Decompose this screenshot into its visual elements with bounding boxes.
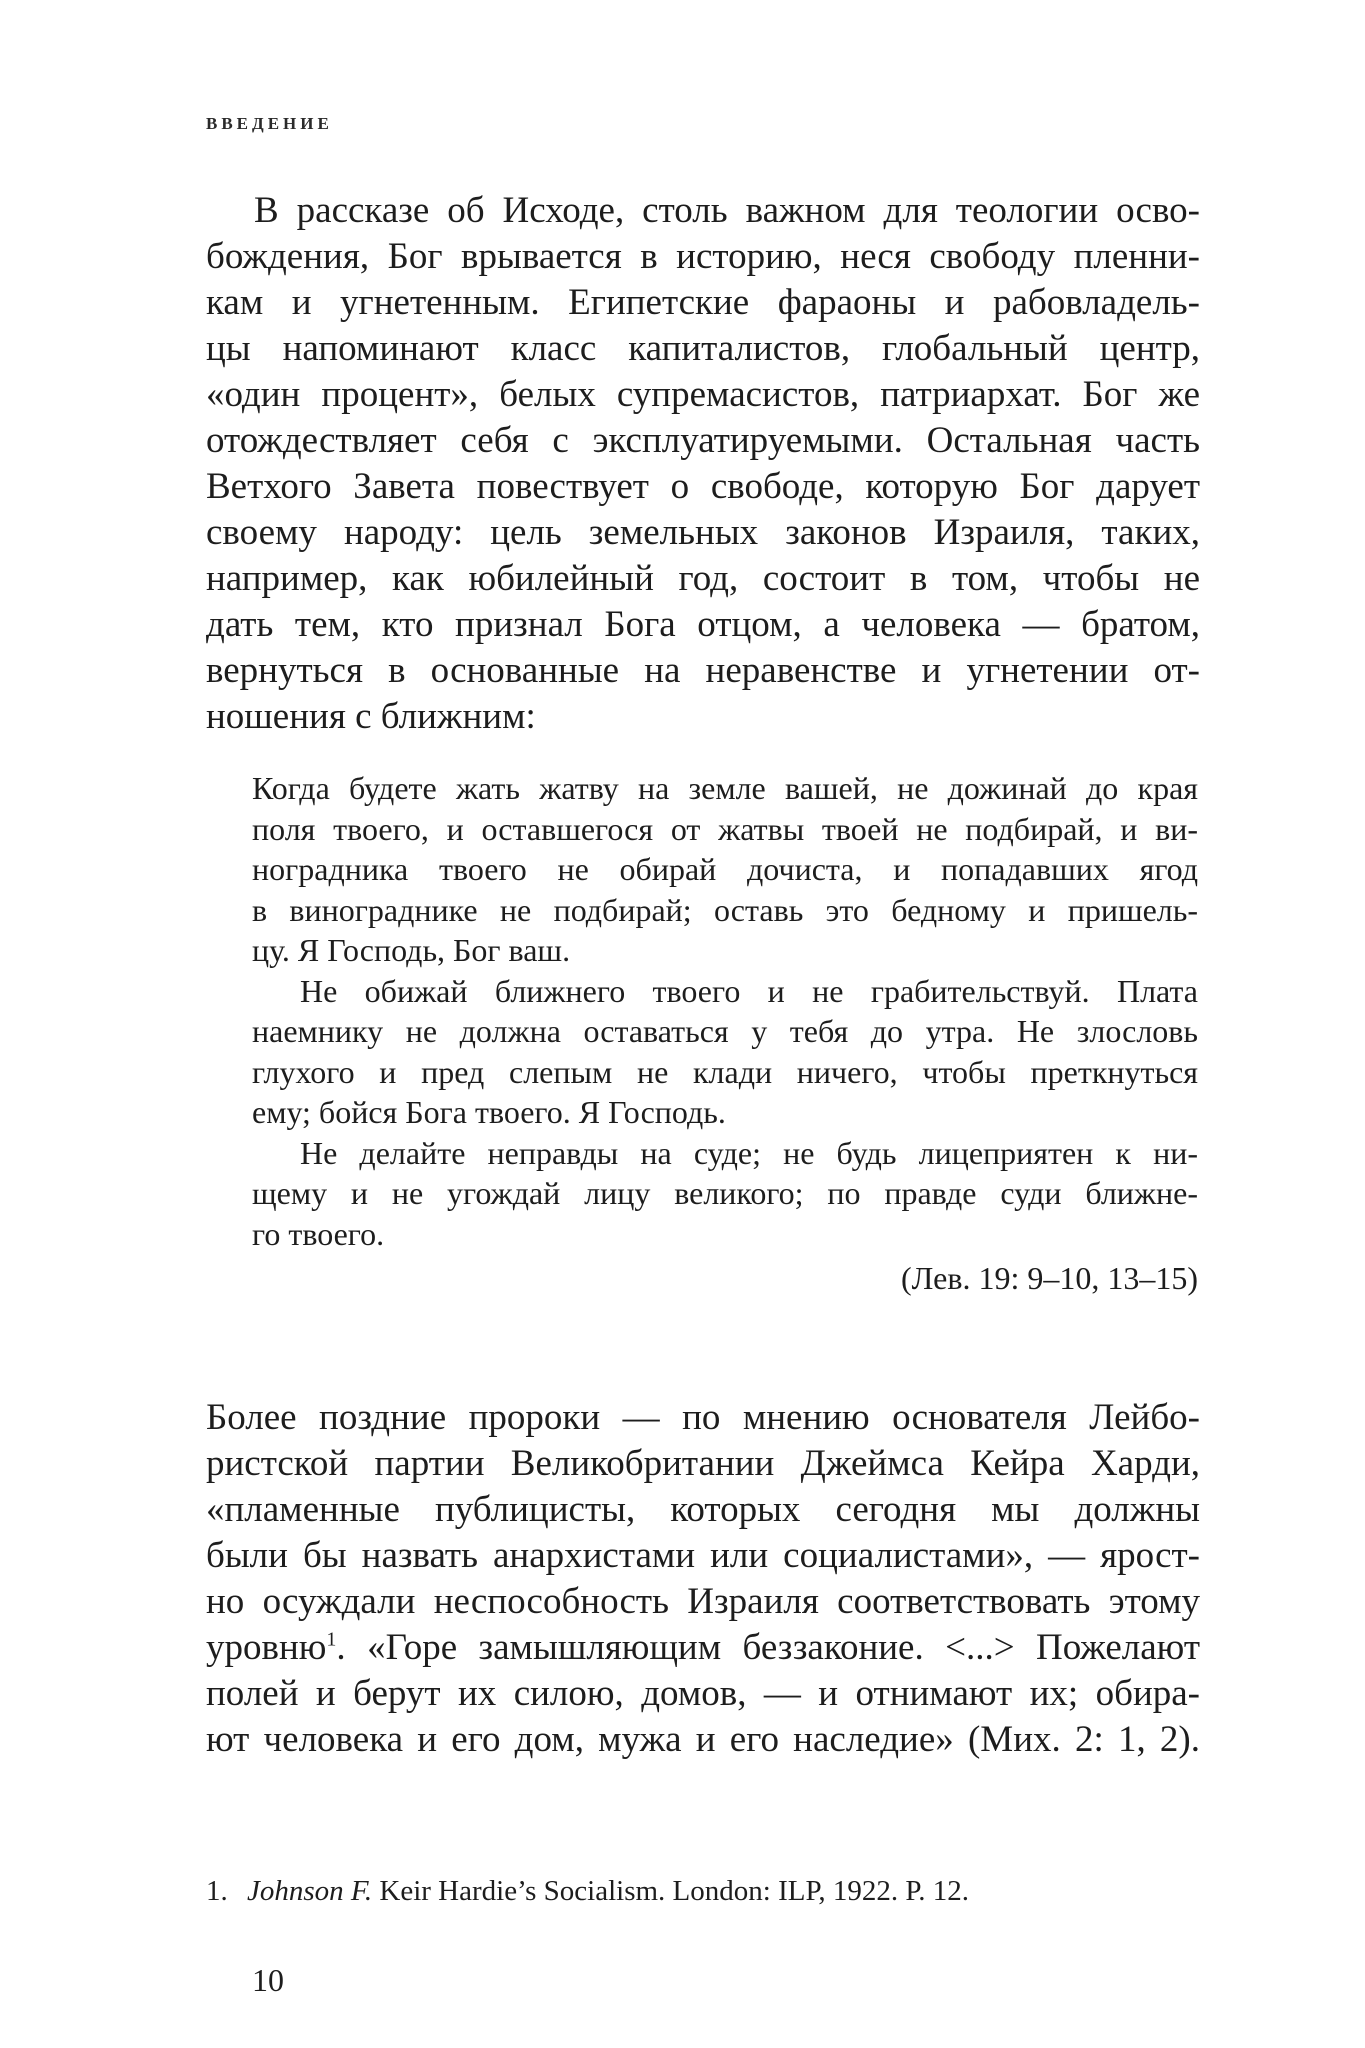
quote-line: поля твоего, и оставшегося от жатвы твоей не подбирай, и ви- (252, 810, 1198, 847)
paragraph-line: дать тем, кто признал Бога отцом, а человека — братом, (206, 604, 1200, 645)
paragraph-line: полей и берут их силою, домов, — и отнимают их; обира- (206, 1673, 1200, 1714)
footnote (206, 1873, 1200, 1909)
paragraph-line: ношения с ближним: (206, 696, 536, 737)
paragraph-line: цы напоминают класс капиталистов, глобальный центр, (206, 328, 1200, 369)
quote-line: щему и не угождай лицу великого; по правде суди ближне- (252, 1175, 1198, 1211)
line-end: . «Горе замышляющим беззаконие. <...> Пожелают (336, 1627, 1200, 1668)
quote-line: Не обижай ближнего твоего и не грабительствуй. Плата (300, 972, 1198, 1009)
paragraph-line: «один процент», белых супремасистов, патриархат. Бог же (206, 374, 1200, 415)
footnote-text: Keir Hardie’s Socialism. London: ILP, 1922. P. 12. (379, 1875, 970, 1907)
paragraph-line: ют человека и его дом, мужа и его наследие» (Мих. 2: 1, 2). (206, 1719, 1200, 1760)
paragraph-line: были бы назвать анархистами или социалистами», — ярост- (206, 1535, 1200, 1576)
paragraph-line: «пламенные публицисты, которых сегодня мы должны (206, 1489, 1200, 1530)
paragraph-line: например, как юбилейный год, состоит в том, чтобы не (206, 558, 1200, 599)
scripture-quote (252, 768, 1198, 1299)
quote-line: Когда будете жать жатву на земле вашей, не дожинай до края (252, 770, 1198, 806)
paragraph-line: Ветхого Завета повествует о свободе, которую Бог дарует (206, 466, 1200, 507)
quote-line: в винограднике не подбирай; оставь это бедному и пришель- (252, 891, 1198, 928)
footnote-number: 1. (206, 1875, 228, 1907)
quote-line: ноградника твоего не обирай дочиста, и попадавших ягод (252, 851, 1198, 887)
footnote-author: Johnson F. (247, 1875, 373, 1907)
paragraph-line: бождения, Бог врывается в историю, неся свободу пленни- (206, 236, 1200, 277)
paragraph-line-with-footnote (206, 1625, 1200, 1671)
paragraph-line: В рассказе об Исходе, столь важном для теологии осво- (254, 190, 1200, 231)
paragraph-line: кам и угнетенным. Египетские фараоны и рабовладель- (206, 282, 1200, 323)
page-number: 10 (252, 1962, 284, 1998)
quote-paragraph-1 (252, 768, 1198, 971)
paragraph-line: отождествляет себя с эксплуатируемыми. Остальная часть (206, 420, 1200, 461)
line-start: уровню (206, 1627, 327, 1668)
quote-line: Не делайте неправды на суде; не будь лицеприятен к ни- (300, 1134, 1198, 1171)
quote-line: ему; бойся Бога твоего. Я Господь. (252, 1094, 726, 1130)
paragraph-1 (206, 188, 1200, 740)
paragraph-line: но осуждали неспособность Израиля соответствовать этому (206, 1581, 1200, 1622)
footnote-marker[interactable]: 1 (326, 1628, 337, 1651)
quote-paragraph-3 (252, 1133, 1198, 1255)
quote-line: глухого и пред слепым не клади ничего, чтобы преткнуться (252, 1053, 1198, 1090)
quote-reference: (Лев. 19: 9–10, 13–15) (901, 1260, 1198, 1296)
quote-line: цу. Я Господь, Бог ваш. (252, 932, 571, 968)
quote-line: наемнику не должна оставаться у тебя до утра. Не злословь (252, 1013, 1198, 1049)
paragraph-line: вернуться в основанные на неравенстве и угнетении от- (206, 650, 1200, 691)
running-head: ВВЕДЕНИЕ (206, 114, 333, 133)
quote-line: го твоего. (252, 1215, 385, 1252)
paragraph-2 (206, 1395, 1200, 1763)
paragraph-line: ристской партии Великобритании Джеймса Кейра Харди, (206, 1443, 1200, 1484)
quote-paragraph-2 (252, 971, 1198, 1133)
paragraph-line: Более поздние пророки — по мнению основателя Лейбо- (206, 1397, 1200, 1438)
paragraph-line: своему народу: цель земельных законов Израиля, таких, (206, 512, 1200, 553)
